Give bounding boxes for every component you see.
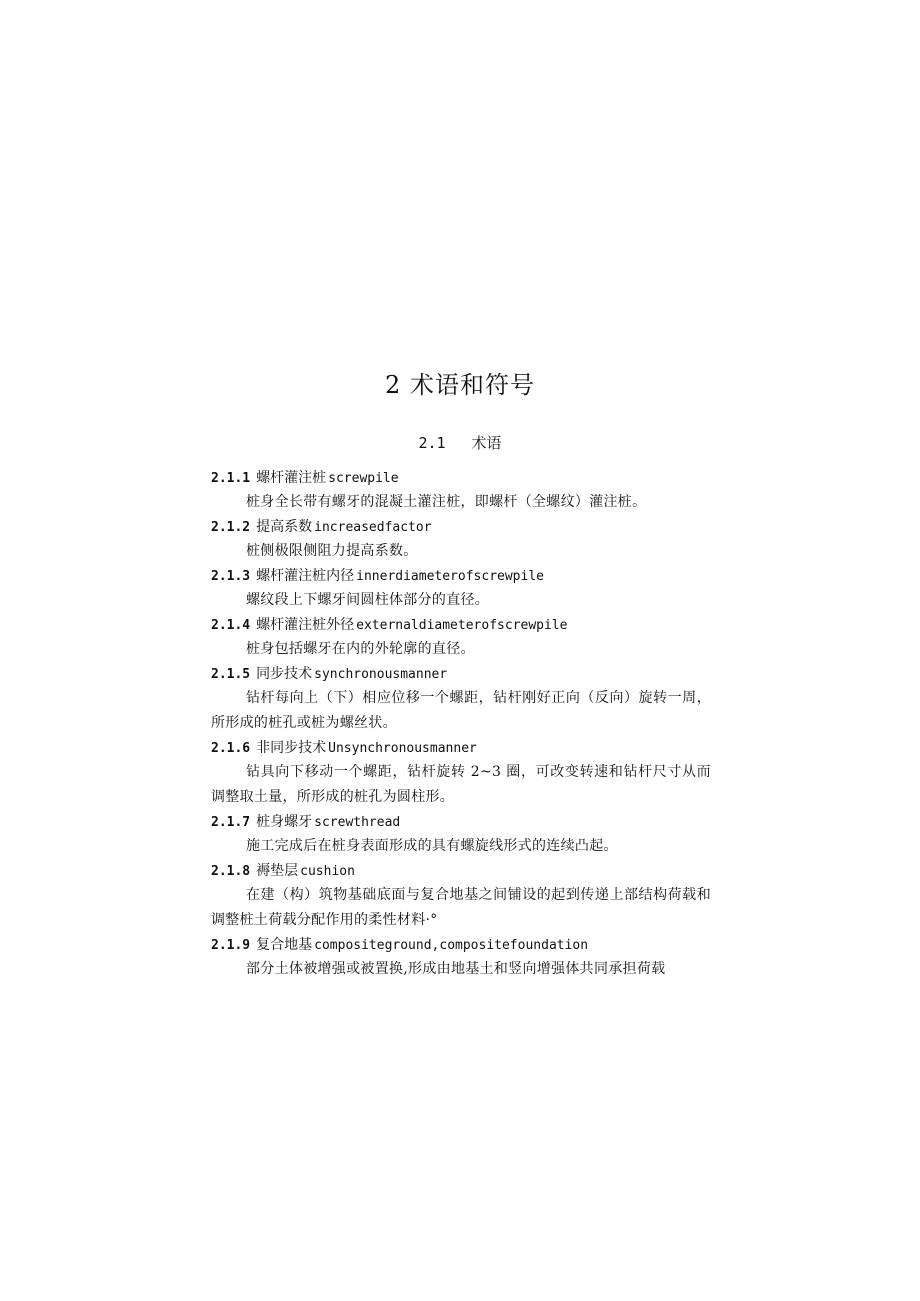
- section-heading: [0, 432, 920, 454]
- term-entry: [211, 933, 711, 982]
- term-number: 2.1.7: [211, 815, 251, 830]
- term-name-en: increasedfactor: [314, 520, 432, 535]
- term-definition: 钻杆每向上（下）相应位移一个螺距，钻杆刚好正向（反向）旋转一周，所形成的桩孔或桩为螺丝状。: [211, 690, 711, 731]
- term-entry: [211, 810, 711, 859]
- term-definition: 桩身全长带有螺牙的混凝土灌注桩，即螺杆（全螺纹）灌注桩。: [246, 494, 647, 510]
- term-number: 2.1.4: [211, 618, 251, 633]
- term-number: 2.1.1: [211, 471, 251, 486]
- term-name-en: Unsynchronousmanner: [328, 741, 477, 756]
- term-heading: [211, 466, 711, 490]
- term-name-en: innerdiameterofscrewpile: [356, 569, 544, 584]
- term-number: 2.1.3: [211, 569, 251, 584]
- term-name-en: synchronousmanner: [314, 667, 448, 682]
- term-entry: [211, 662, 711, 736]
- term-entry: [211, 859, 711, 933]
- section-title: 术语: [471, 434, 502, 452]
- term-heading: [211, 736, 711, 760]
- term-name-en: screwpile: [328, 471, 399, 486]
- term-name-en: cushion: [300, 864, 355, 879]
- term-number: 2.1.5: [211, 667, 251, 682]
- term-heading: [211, 933, 711, 957]
- term-name-en: externaldiameterofscrewpile: [356, 618, 568, 633]
- terms-list: [211, 466, 711, 982]
- term-entry: [211, 564, 711, 613]
- term-number: 2.1.9: [211, 938, 251, 953]
- term-name-zh: 褥垫层: [256, 863, 299, 879]
- term-entry: [211, 736, 711, 810]
- term-name-zh: 提高系数: [256, 519, 313, 535]
- term-heading: [211, 810, 711, 834]
- term-heading: [211, 662, 711, 686]
- term-definition: 施工完成后在桩身表面形成的具有螺旋线形式的连续凸起。: [246, 838, 618, 854]
- term-entry: [211, 613, 711, 662]
- term-definition: 桩侧极限侧阻力提高系数。: [246, 543, 418, 559]
- term-entry: [211, 515, 711, 564]
- term-heading: [211, 859, 711, 883]
- term-name-en: screwthread: [314, 815, 401, 830]
- term-definition: 在建（构）筑物基础底面与复合地基之间铺设的起到传递上部结构荷载和调整桩土荷载分配作用的柔性材料·°: [211, 887, 711, 928]
- term-number: 2.1.6: [211, 741, 251, 756]
- term-entry: [211, 466, 711, 515]
- term-definition: 桩身包括螺牙在内的外轮廓的直径。: [246, 641, 475, 657]
- term-definition: 部分土体被增强或被置换,形成由地基土和竖向增强体共同承担荷载: [246, 961, 666, 977]
- term-definition: 螺纹段上下螺牙间圆柱体部分的直径。: [246, 592, 490, 608]
- term-definition: 钻具向下移动一个螺距，钻杆旋转 2~3 圈，可改变转速和钻杆尺寸从而调整取土量，所形成的桩孔为圆柱形。: [211, 764, 711, 805]
- term-name-en: compositeground,compositefoundation: [314, 938, 589, 953]
- term-name-zh: 螺杆灌注桩内径: [256, 568, 355, 584]
- term-name-zh: 螺杆灌注桩: [256, 470, 327, 486]
- term-number: 2.1.2: [211, 520, 251, 535]
- term-name-zh: 复合地基: [256, 937, 313, 953]
- section-number: 2.1: [418, 434, 446, 452]
- term-heading: [211, 613, 711, 637]
- term-heading: [211, 564, 711, 588]
- term-name-zh: 桩身螺牙: [256, 814, 313, 830]
- term-name-zh: 同步技术: [256, 666, 313, 682]
- term-heading: [211, 515, 711, 539]
- term-name-zh: 螺杆灌注桩外径: [256, 617, 355, 633]
- term-number: 2.1.8: [211, 864, 251, 879]
- chapter-title: 2 术语和符号: [385, 371, 535, 399]
- term-name-zh: 非同步技术: [256, 740, 327, 756]
